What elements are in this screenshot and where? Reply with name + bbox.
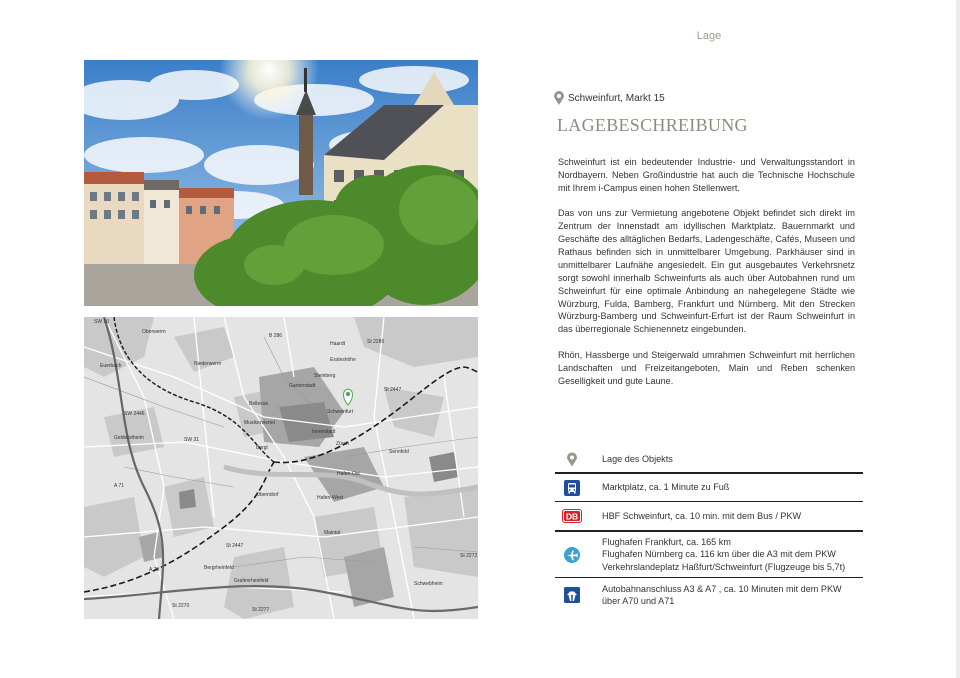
svg-text:Haardt: Haardt xyxy=(330,341,346,347)
table-row-text xyxy=(588,583,863,608)
description-text xyxy=(558,156,855,400)
svg-text:Niederwerrn: Niederwerrn xyxy=(194,361,222,367)
location-pin-icon xyxy=(567,452,577,467)
svg-text:St 2280: St 2280 xyxy=(367,339,385,345)
svg-text:Maintal: Maintal xyxy=(324,530,341,536)
address-text: Schweinfurt, Markt 15 xyxy=(568,92,665,104)
table-row-text: HBF Schweinfurt, ca. 10 min. mit dem Bus / PKW xyxy=(602,510,802,521)
svg-text:Hafen-Ost: Hafen-Ost xyxy=(337,471,360,477)
table-row xyxy=(555,502,863,532)
table-row xyxy=(555,532,863,578)
svg-text:Schweinfurt: Schweinfurt xyxy=(327,409,354,415)
address xyxy=(554,91,665,105)
svg-text:SW 31: SW 31 xyxy=(184,437,200,443)
bus-icon xyxy=(564,480,580,496)
table-row xyxy=(555,578,863,612)
location-map[interactable] xyxy=(84,317,478,619)
svg-text:Bergl: Bergl xyxy=(256,445,268,451)
page-edge xyxy=(956,0,960,678)
svg-text:Steinberg: Steinberg xyxy=(314,373,336,379)
svg-text:Grafenrheinfeld: Grafenrheinfeld xyxy=(234,578,269,584)
svg-text:Oberwerrn: Oberwerrn xyxy=(142,329,166,335)
svg-text:Essleshöhe: Essleshöhe xyxy=(330,357,356,363)
svg-text:St 2447: St 2447 xyxy=(384,387,402,393)
airport-line: Verkehrslandeplatz Haßfurt/Schweinfurt (Flugzeuge bis 5,7t) xyxy=(602,561,846,572)
motorway-icon xyxy=(564,587,580,603)
table-row-text: Marktplatz, ca. 1 Minute zu Fuß xyxy=(602,482,730,493)
airport-line: Flughafen Nürnberg ca. 116 km über die A3 mit dem PKW xyxy=(602,549,836,560)
table-row-text: Lage des Objekts xyxy=(602,453,673,464)
table-row-text xyxy=(588,536,863,574)
location-pin-icon xyxy=(554,91,564,105)
svg-text:B 286: B 286 xyxy=(269,333,283,339)
airplane-icon xyxy=(564,547,580,563)
svg-text:A 71: A 71 xyxy=(114,483,125,489)
table-row xyxy=(555,474,863,502)
svg-text:Bellevue: Bellevue xyxy=(249,401,269,407)
svg-text:Gartenstadt: Gartenstadt xyxy=(289,383,316,389)
svg-text:Schwebheim: Schwebheim xyxy=(414,581,443,587)
svg-text:St 2447: St 2447 xyxy=(226,543,244,549)
svg-text:Innenstadt: Innenstadt xyxy=(312,429,336,435)
airport-line: Flughafen Frankfurt, ca. 165 km xyxy=(602,536,731,547)
db-icon-label: DB xyxy=(565,511,578,522)
svg-text:Sennfeld: Sennfeld xyxy=(389,449,409,455)
city-hall-photo xyxy=(84,60,478,306)
svg-text:St 2272: St 2272 xyxy=(460,553,478,559)
svg-text:Hafen-West: Hafen-West xyxy=(317,495,344,501)
location-table xyxy=(555,446,863,612)
svg-text:SW 10: SW 10 xyxy=(94,319,110,325)
svg-text:SW 2446: SW 2446 xyxy=(124,411,145,417)
motorway-line: Autobahnanschluss A3 & A7 , ca. 10 Minuten mit dem PKW xyxy=(602,583,842,594)
svg-text:Gelderstheim: Gelderstheim xyxy=(114,435,144,441)
svg-text:Musikerviertel: Musikerviertel xyxy=(244,420,275,426)
paragraph-intro: Schweinfurt ist ein bedeutender Industrie- und Verwaltungsstandort in Nordbayern. Neben Großindustrie hat auch die Technische Hochschule mit Ihrem i-Campus einen hohen Stellenwert. xyxy=(558,157,855,193)
section-heading: LAGEBESCHREIBUNG xyxy=(557,115,748,135)
svg-text:St 2270: St 2270 xyxy=(172,603,190,609)
svg-text:Euerbach: Euerbach xyxy=(100,363,122,369)
svg-text:A 70: A 70 xyxy=(149,567,160,573)
db-rail-icon xyxy=(562,509,582,523)
paragraph-region: Rhön, Hassberge und Steigerwald umrahmen Schweinfurt mit herrlichen Landschaften und Freizeitangeboten, Main und Reben schenken Geselligkeit und gute Laune. xyxy=(558,349,855,386)
svg-text:St 2277: St 2277 xyxy=(252,607,270,613)
page-header-title: Lage xyxy=(696,30,722,42)
table-row xyxy=(555,446,863,474)
svg-text:Oberndorf: Oberndorf xyxy=(256,492,279,498)
svg-text:Bergrheinfeld: Bergrheinfeld xyxy=(204,565,234,571)
paragraph-location: Das von uns zur Vermietung angebotene Objekt befindet sich direkt im Zentrum der Innenstadt am idyllischen Marktplatz. Bauernmarkt und Geschäfte des alltäglichen Bedarfs, Ladengeschäfte, Cafés, Museen und Rathaus befinden sich in unmittelbarer Umgebung. Parkhäuser sind in unmittelbarer Laufnähe angesiedelt. Ein gut ausgebautes Verkehrsnetz sorgt sowohl innerhalb Schweinfurts als auch über Autobahnen rund um Schweinfurt für eine optimale Anbindung an nahegelegene Städte wie Würzburg, Fulda, Bamberg, Frankfurt und Nürnberg. Mit den Strecken Würzburg-Bamberg und Schweinfurt-Erfurt ist der Raum Schweinfurt in das überregionale Schienennetz eingebunden. xyxy=(558,208,855,335)
svg-text:Zürch: Zürch xyxy=(336,441,349,447)
motorway-line: über A70 und A71 xyxy=(602,596,675,606)
